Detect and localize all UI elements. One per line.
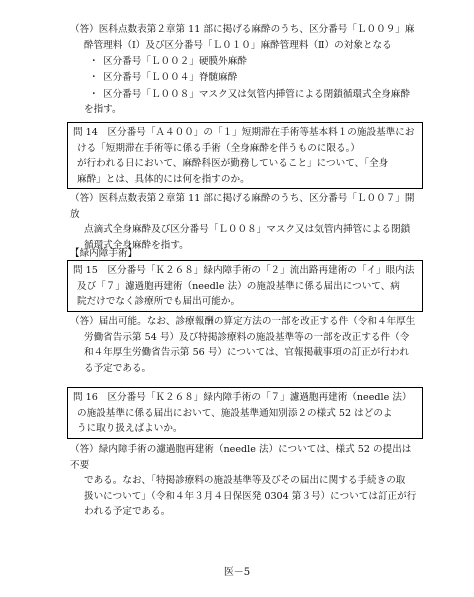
answer-line: 点滴式全身麻酔及び区分番号「Ｌ００８」マスク又は気管内挿管による閉鎖 <box>84 224 411 236</box>
answer-line: （答）医科点数表第２章第 11 部に掲げる麻酔のうち、区分番号「Ｌ００７」開放 <box>70 193 415 220</box>
answer-line: （答）医科点数表第２章第 11 部に掲げる麻酔のうち、区分番号「Ｌ００９」麻 <box>70 24 415 35</box>
answer-line: 循環式全身麻酔を指す。 <box>84 239 189 251</box>
question-line: うに取り扱えばよいか。 <box>77 423 183 435</box>
question-line: 院だけでなく診療所でも届出可能か。 <box>77 296 241 308</box>
question-16-box <box>67 387 423 439</box>
list-item: ・ 区分番号「Ｌ００８」マスク又は気管内挿管による閉鎖循環式全身麻酔 <box>92 87 422 103</box>
section-heading: 【緑内障手術】 <box>70 248 138 259</box>
question-line: ける「短期滞在手術等に係る手術（全身麻酔を伴うものに限る。） <box>77 142 361 154</box>
question-line: の施設基準に係る届出において、施設基準通知別添２の様式 52 はどのよ <box>77 407 393 419</box>
answer-block-1 <box>70 22 420 53</box>
answer-line: 労働省告示第 54 号）及び特掲診療料の施設基準等の一部を改正する件（令 <box>84 331 410 343</box>
answer-14 <box>70 191 420 253</box>
question-14-box <box>67 122 423 189</box>
answer-line: である。なお、「特掲診療料の施設基準等及びその届出に関する手続きの取 <box>84 475 406 487</box>
answer-line: 酔管理料（Ⅰ）及び区分番号「Ｌ０１０」麻酔管理料（Ⅱ）の対象となる <box>84 39 392 51</box>
answer-line: 扱いについて」（令和４年３月４日保医発 0304 第３号）については訂正が行 <box>84 490 417 502</box>
answer-line: る予定である。 <box>84 362 152 374</box>
question-line: 問 14 区分番号「Ａ４００」の「１」短期滞在手術等基本料１の施設基準にお <box>73 127 415 138</box>
anesthesia-list <box>92 54 422 103</box>
question-15-box <box>67 260 423 312</box>
answer-15 <box>70 314 420 376</box>
answer-line: （答）緑内障手術の濾過胞再建術（needle 法）については、様式 52 の提出は不要 <box>70 444 412 471</box>
question-line: 問 15 区分番号「Ｋ２６８」緑内障手術の「２」流出路再建術の「イ」眼内法 <box>73 265 415 276</box>
answer-line: われる予定である。 <box>84 506 171 518</box>
question-line: 及び「７」濾過胞再建術（needle 法）の施設基準に係る届出について、病 <box>77 280 400 292</box>
question-line: が行われる日において、麻酔科医が勤務していること」について、「全身 <box>77 158 389 170</box>
question-line: 問 16 区分番号「Ｋ２６８」緑内障手術の「７」濾過胞再建術（needle 法） <box>73 392 412 403</box>
question-line: 麻酔」とは、具体的には何を指すのか。 <box>77 173 250 185</box>
answer-line: 和４年厚生労働省告示第 56 号）については、官報掲載事項の訂正が行われ <box>84 347 410 359</box>
answer-line: （答）届出可能。なお、診療報酬の算定方法の一部を改正する件（令和４年厚生 <box>70 316 416 327</box>
answer-16 <box>70 442 420 520</box>
list-item: ・ 区分番号「Ｌ００２」硬膜外麻酔 <box>92 54 422 70</box>
list-item: ・ 区分番号「Ｌ００４」脊髄麻酔 <box>92 70 422 86</box>
answer-tail: を指す。 <box>84 104 122 115</box>
page-number: 医－5 <box>223 567 251 578</box>
